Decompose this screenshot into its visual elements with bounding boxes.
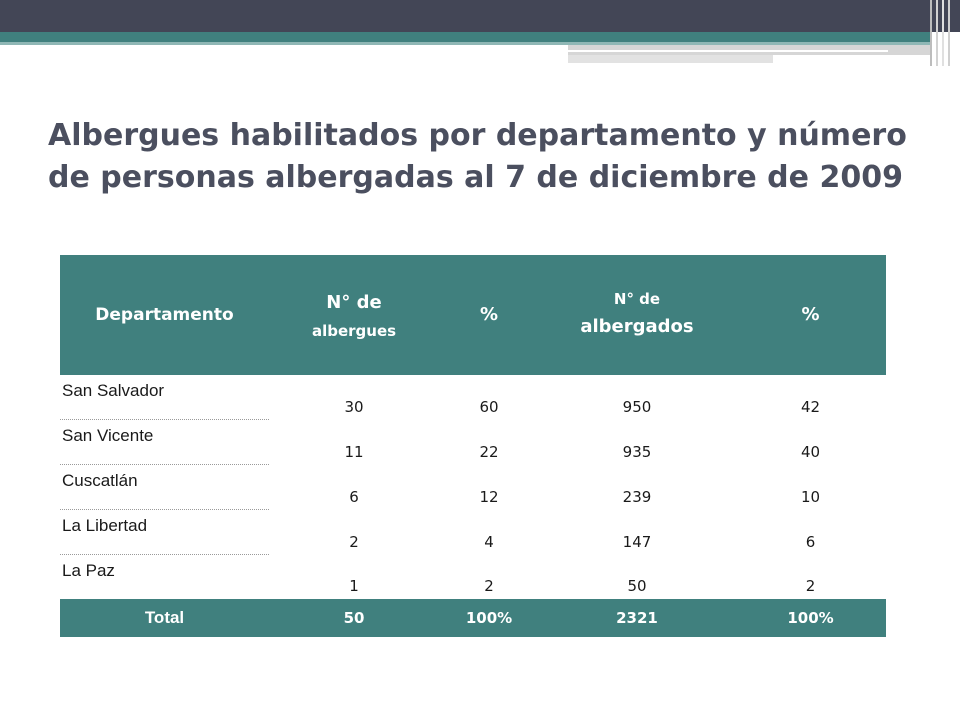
top-decorative-bar (0, 0, 960, 32)
cell-albergados: 950 (622, 397, 652, 416)
header-num-albergues (269, 255, 439, 375)
cell-albergados: 147 (622, 532, 652, 551)
cell-departamento: San Salvador (60, 375, 269, 420)
cell-pct-albergados: 42 (800, 397, 821, 416)
cell-departamento: La Paz (62, 561, 115, 580)
total-albergados: 2321 (539, 599, 735, 637)
cell-pct-albergues: 4 (484, 532, 494, 551)
header-num-albergues-line1: N° de (326, 292, 382, 313)
table-row (60, 510, 886, 555)
shelters-table (60, 255, 886, 637)
cell-albergados: 935 (622, 442, 652, 461)
header-departamento: Departamento (60, 255, 269, 375)
cell-albergues: 2 (349, 532, 359, 551)
vertical-accent-line (942, 0, 944, 66)
cell-pct-albergados: 6 (805, 532, 816, 551)
cell-pct-albergues: 22 (479, 442, 499, 461)
vertical-accent-line (930, 0, 932, 66)
header-num-albergues-line2: albergues (311, 322, 397, 340)
vertical-accent-line (948, 0, 950, 66)
cell-pct-albergados: 40 (800, 442, 821, 461)
header-num-albergados-line1: N° de (613, 290, 661, 308)
cell-albergados: 239 (622, 487, 652, 506)
cell-pct-albergados: 2 (805, 577, 816, 595)
cell-albergues: 11 (344, 442, 364, 461)
cell-pct-albergues: 60 (479, 397, 499, 416)
total-pct-albergados: 100% (735, 599, 886, 637)
table-row (60, 375, 886, 420)
header-num-albergados (539, 255, 735, 375)
cell-departamento: San Vicente (60, 420, 269, 465)
cell-albergues: 6 (349, 487, 359, 506)
total-label: Total (60, 599, 269, 637)
header-pct-albergues: % (439, 255, 539, 375)
cell-pct-albergues: 2 (484, 577, 494, 595)
cell-albergados: 50 (627, 577, 647, 595)
cell-albergues: 30 (344, 397, 364, 416)
table-row (60, 465, 886, 510)
table-total-row (60, 599, 886, 637)
cell-pct-albergues: 12 (479, 487, 499, 506)
cell-albergues: 1 (349, 577, 359, 595)
vertical-accent-line (936, 0, 938, 66)
header-pct-albergados: % (735, 255, 886, 375)
slide-title: Albergues habilitados por departamento y número de personas albergadas al 7 de diciembre de 2009 (48, 118, 907, 195)
total-pct-albergues: 100% (439, 599, 539, 637)
table-row (60, 555, 886, 600)
cell-departamento: La Libertad (60, 510, 269, 555)
cell-pct-albergados: 10 (800, 487, 821, 506)
total-albergues: 50 (269, 599, 439, 637)
white-accent-line (568, 50, 888, 52)
gray-accent-strip-lower (568, 55, 773, 63)
table-row (60, 420, 886, 465)
header-num-albergados-line2: albergados (580, 316, 694, 337)
table-header-row (60, 255, 886, 375)
teal-accent-strip (0, 32, 930, 42)
cell-departamento: Cuscatlán (60, 465, 269, 510)
